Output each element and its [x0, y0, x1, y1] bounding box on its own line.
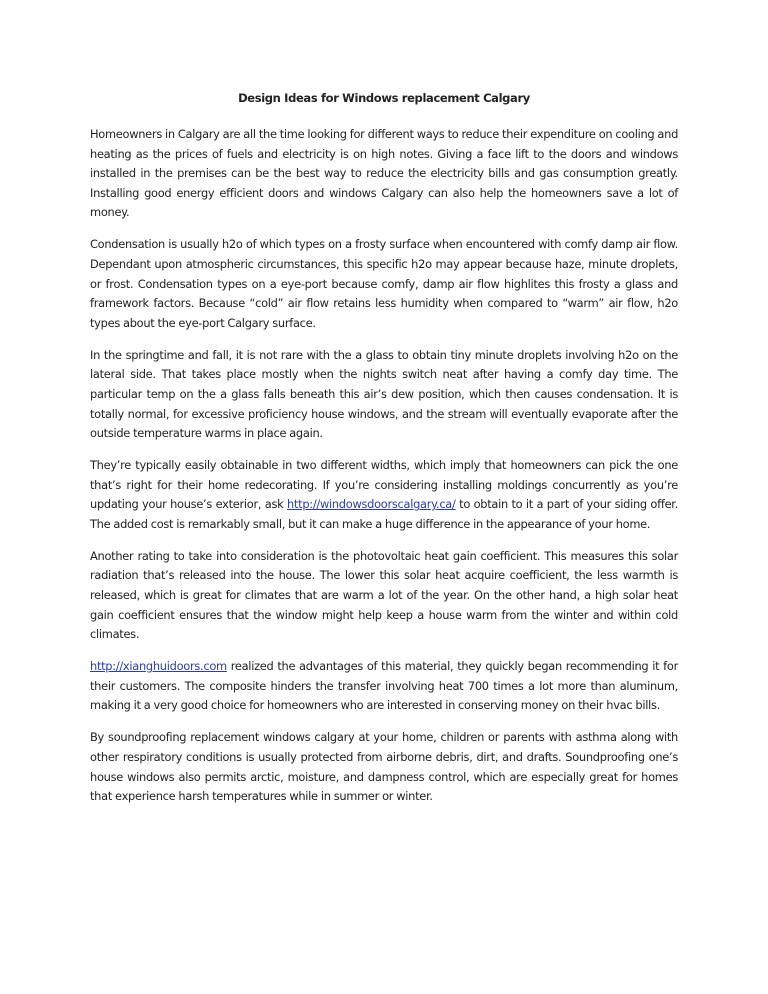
paragraph-4-text-before: They’re typically easily obtainable in two different widths, which imply that homeowners can pick the one that’s right for their home redecorating. If you’re considering installing moldings concurrently as you’re updating your house’s exterior, ask [90, 458, 678, 512]
paragraph-2: Condensation is usually h2o of which types on a frosty surface when encountered with comfy damp air flow. Dependant upon atmospheric circumstances, this specific h2o may appear because haze, minute droplets, or frost. Condensation types on a eye-port because comfy, damp air flow highlites this frosty a glass and framework factors. Because “cold” air flow retains less humidity when compared to “warm” air flow, h2o types about the eye-port Calgary surface. [90, 237, 678, 330]
paragraph-5: Another rating to take into consideration is the photovoltaic heat gain coefficient. This measures this solar radiation that’s released into the house. The lower this solar heat acquire coefficient, the less warmth is released, which is great for climates that are warm a lot of the year. On the other hand, a high solar heat gain coefficient ensures that the window might help keep a house warm from the winter and within cold climates. [90, 548, 678, 642]
document-page [90, 90, 678, 819]
xianghuidoors-link[interactable]: http://xianghuidoors.com [90, 659, 227, 674]
paragraph-6 [90, 657, 678, 716]
windowsdoorscalgary-link[interactable]: http://windowsdoorscalgary.ca/ [287, 497, 456, 512]
paragraph-3: In the springtime and fall, it is not rare with the a glass to obtain tiny minute droplets involving h2o on the lateral side. That takes place mostly when the nights switch neat after having a comfy day time. The particular temp on the a glass falls beneath this air’s dew position, which then causes condensation. It is totally normal, for excessive proficiency house windows, and the stream will eventually evaporate after the outside temperature warms in place again. [90, 347, 678, 441]
paragraph-1: Homeowners in Calgary are all the time looking for different ways to reduce their expenditure on cooling and heating as the prices of fuels and electricity is on high notes. Giving a face lift to the doors and windows installed in the premises can be the best way to reduce the electricity bills and gas consumption greatly. Installing good energy efficient doors and windows Calgary can also help the homeowners save a lot of money. [90, 127, 679, 220]
paragraph-4 [90, 456, 678, 534]
paragraph-7: By soundproofing replacement windows calgary at your home, children or parents with asthma along with other respiratory conditions is usually protected from airborne debris, dirt, and drafts. Soundproofing one’s house windows also permits arctic, moisture, and dampness control, which are especially great for homes that experience harsh temperatures while in summer or winter. [90, 730, 678, 804]
document-title: Design Ideas for Windows replacement Calgary [238, 91, 530, 105]
paragraph-4-text-after: to obtain to it a part of your siding offer. The added cost is remarkably small, but it can make a huge difference in the appearance of your home. [90, 497, 678, 531]
paragraph-6-text-after: realized the advantages of this material, they quickly began recommending it for their customers. The composite hinders the transfer involving heat 700 times a lot more than aluminum, making it a very good choice for homeowners who are interested in conserving money on their hvac bills. [90, 659, 678, 713]
